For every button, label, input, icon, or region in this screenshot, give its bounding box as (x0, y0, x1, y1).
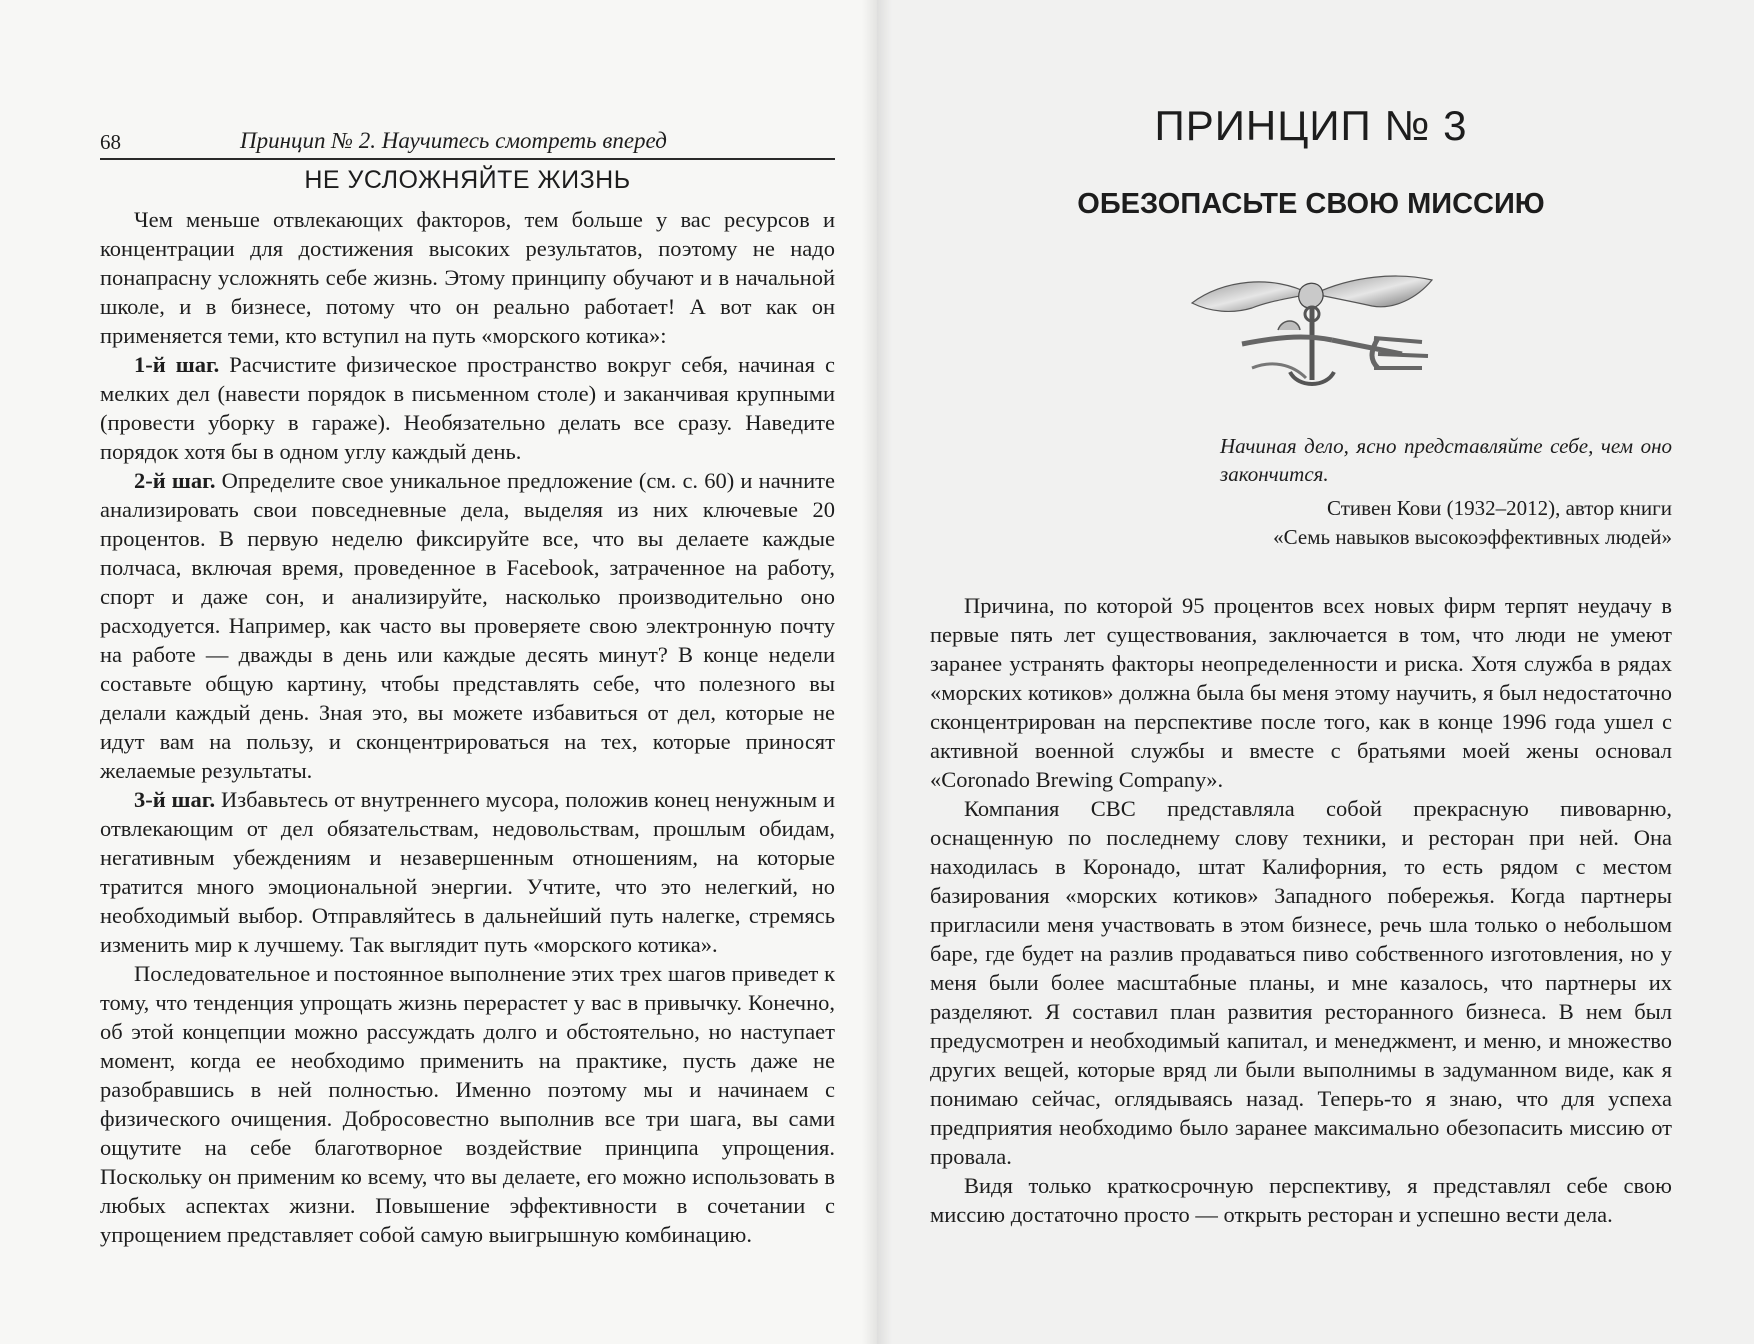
section-title: НЕ УСЛОЖНЯЙТЕ ЖИЗНЬ (304, 166, 631, 194)
step-2-paragraph (100, 466, 835, 785)
page-number: 68 (100, 130, 121, 154)
step-2-label: 2-й шаг. (134, 468, 216, 493)
epigraph-attribution-author: Стивен Кови (1932–2012), автор книги (1327, 496, 1672, 520)
chapter-title: ОБЕЗОПАСЬТЕ СВОЮ МИССИЮ (1077, 188, 1545, 220)
left-body-text (100, 205, 835, 1249)
right-body-text (930, 591, 1672, 1229)
right-paragraph-1: Причина, по которой 95 процентов всех новых фирм терпят неудачу в первые пять лет существования, заключается в том, что люди не умеют заранее устранять факторы неопределенности и риска. Хотя служба в рядах «морских котиков» должна была бы меня этому научить, я был недостаточно сконцентрирован на перспективе после того, как в конце 1996 года ушел с активной военной службы и вместе с братьями моей жены основал «Coronado Brewing Company». (930, 593, 1672, 792)
step-3-text: Избавьтесь от внутреннего мусора, положив конец ненужным и отвлекающим от дел обязательствам, недовольствам, прошлым обидам, негативным убеждениям и незавершенным отношениям, на которые тратится много эмоциональной энергии. Учтите, что это нелегкий, но необходимый выбор. Отправляйтесь в дальнейший путь налегке, стремясь изменить мир к лучшему. Так выглядит путь «морского котика». (100, 787, 835, 957)
step-1-text: Расчистите физическое пространство вокруг себя, начиная с мелких дел (навести порядок в письменном столе) и заканчивая крупными (провести уборку в гараже). Необязательно делать все сразу. Наведите порядок хотя бы в одном углу каждый день. (100, 352, 835, 464)
navy-seal-trident-emblem-icon (1182, 268, 1442, 398)
epigraph: Начиная дело, ясно представляйте себе, чем оно закончится. (1220, 434, 1672, 486)
step-2-text: Определите свое уникальное предложение (см. с. 60) и начните анализировать свои повседневные дела, выделяя из них ключевые 20 процентов. В первую неделю фиксируйте все, что вы делаете каждые полчаса, включая время, проведенное в Facebook, затраченное на работу, спорт и даже сон, и анализируйте, насколько производительно оно расходуется. Например, как часто вы проверяете свою электронную почту на работе — дважды в день или каждые десять минут? В конце недели составьте общую картину, чтобы представлять себе, что полезного вы делали каждый день. Зная это, вы можете избавиться от дел, которые не идут вам на пользу, и сконцентрироваться на тех, которые приносят желаемые результаты. (100, 468, 835, 783)
right-paragraph-2: Компания CBC представляла собой прекрасную пивоварню, оснащенную по последнему слову техники, и ресторан при ней. Она находилась в Коронадо, штат Калифорния, то есть рядом с местом базирования «морских котиков» Западного побережья. Когда партнеры пригласили меня участвовать в этом бизнесе, речь шла только о небольшом баре, где будет на разлив продаваться пиво собственного изготовления, но у меня были более масштабные планы, и мне казалось, что партнеры их разделяют. Я составил план развития ресторанного бизнеса. В нем был предусмотрен и необходимый капитал, и менеджмент, и меню, и множество других вещей, которые вряд ли были выполнимы в задуманном виде, как я понимаю сейчас, оглядываясь назад. Теперь-то я знаю, что для успеха предприятия необходимо было заранее максимально обезопасить миссию от провала. (930, 796, 1672, 1169)
step-1-label: 1-й шаг. (134, 352, 220, 377)
conclusion-paragraph: Последовательное и постоянное выполнение этих трех шагов приведет к тому, что тенденция упрощать жизнь перерастет у вас в привычку. Конечно, об этой концепции можно рассуждать долго и обстоятельно, но наступает момент, когда ее необходимо применить на практике, пусть даже не разобравшись в ней полностью. Именно поэтому мы и начинаем с физического очищения. Добросовестно выполнив все три шага, вы сами ощутите на себе благотворное воздействие принципа упрощения. Поскольку он применим ко всему, что вы делаете, его можно использовать в любых аспектах жизни. Повышение эффективности в сочетании с упрощением представляет собой самую выигрышную комбинацию. (100, 961, 835, 1247)
right-paragraph-3: Видя только краткосрочную перспективу, я представлял себе свою миссию достаточно просто — открыть ресторан и успешно вести дела. (930, 1173, 1672, 1227)
chapter-label: ПРИНЦИП № 3 (1154, 102, 1468, 149)
header-rule (100, 158, 835, 160)
intro-paragraph: Чем меньше отвлекающих факторов, тем больше у вас ресурсов и концентрации для достижения высоких результатов, поэтому не надо понапрасну усложнять себе жизнь. Этому принципу обучают и в начальной школе, и в бизнесе, потому что он реально работает! А вот как он применяется теми, кто вступил на путь «морского котика»: (100, 207, 835, 348)
step-3-label: 3-й шаг. (134, 787, 216, 812)
book-gutter (862, 0, 892, 1344)
epigraph-attribution-book: «Семь навыков высокоэффективных людей» (1273, 525, 1672, 549)
step-1-paragraph (100, 350, 835, 466)
step-3-paragraph (100, 785, 835, 959)
running-title: Принцип № 2. Научитесь смотреть вперед (240, 128, 667, 153)
